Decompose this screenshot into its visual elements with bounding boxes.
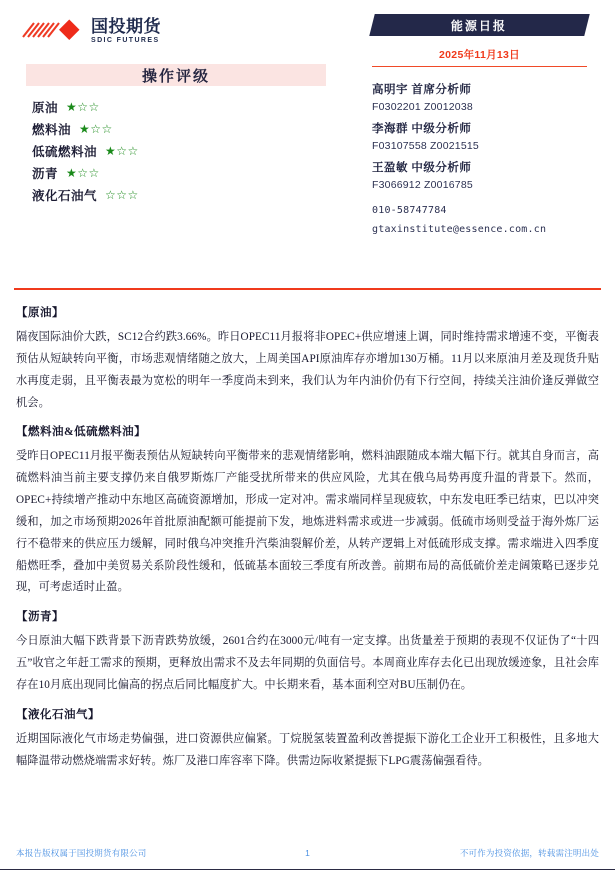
section-title: 【液化石油气】 <box>16 708 100 721</box>
analyst-name: 高明宇 首席分析师 <box>372 84 472 96</box>
section-lpg <box>16 706 599 773</box>
contact-email[interactable]: gtaxinstitute@essence.com.cn <box>372 224 547 235</box>
analyst-license-code: F3066912 Z0016785 <box>372 179 473 191</box>
rating-stars: ☆☆☆ <box>105 188 139 202</box>
analyst-license-code: F03107558 Z0021515 <box>372 140 479 152</box>
section-title: 【原油】 <box>16 307 64 319</box>
header-left-column <box>14 14 344 288</box>
sdic-diamond-logo-icon <box>22 18 84 44</box>
logo-chinese-name: 国投期货 <box>91 17 161 36</box>
report-body <box>0 290 615 773</box>
section-title: 【沥青】 <box>16 611 64 624</box>
section-body: 今日原油大幅下跌背景下沥青跌势放缓，2601合约在3000元/吨有一定支撑。出货量差于预期的表现不仅证伪了“十四五”收官之年赶工需求的预期，更释放出需求不及去年同期的负面信号。本周商业库存去化已出现放缓迹象，且社会库存在10月底出现同比偏高的拐点后同比幅度扩大。中长期来看，基本面利空对BU压制仍在。 <box>16 635 599 691</box>
rating-commodity-name: 液化石油气 <box>32 189 98 203</box>
ratings-panel-title: 操作评级 <box>141 68 210 85</box>
report-header <box>0 0 615 288</box>
analyst-entry <box>372 120 601 152</box>
contact-block <box>372 205 601 235</box>
ratings-panel-header <box>26 64 326 86</box>
section-body: 近期国际液化气市场走势偏强，进口资源供应偏紧。丁烷脱氢装置盈利改善提振下游化工企业开工积极性，且多地大幅降温带动燃烧端需求好转。炼厂及港口库容率下降。供需边际收紧提振下LPG震荡偏强看待。 <box>16 732 599 767</box>
rating-row <box>32 185 344 205</box>
ratings-list <box>32 97 344 205</box>
company-logo <box>14 14 344 48</box>
rating-stars: ★☆☆ <box>66 166 100 180</box>
rating-stars: ★☆☆ <box>79 122 113 136</box>
contact-phone: 010-58747784 <box>372 205 447 216</box>
analyst-list <box>372 81 601 191</box>
section-body: 隔夜国际油价大跌，SC12合约跌3.66%。昨日OPEC11月报将非OPEC+供应增速上调，同时维持需求增速不变，平衡表预估从短缺转向平衡，市场悲观情绪随之放大，上周美国API原油库存亦增加130万桶。11月以来原油月差及现货升贴水再度走弱，且平衡表最为宽松的明年一季度尚未到来，我们认为年内油价仍有下行空间，持续关注油价逢反弹做空机会。 <box>16 331 599 409</box>
footer-copyright: 本报告版权属于国投期货有限公司 <box>16 847 147 858</box>
rating-stars: ★☆☆ <box>66 100 100 114</box>
rating-commodity-name: 低硫燃料油 <box>32 145 98 159</box>
header-right-column <box>344 14 601 288</box>
analyst-license-code: F0302201 Z0012038 <box>372 101 473 113</box>
rating-stars: ★☆☆ <box>105 144 139 158</box>
rating-row <box>32 141 344 161</box>
section-title: 【燃料油&低硫燃料油】 <box>16 426 147 439</box>
report-date: 2025年11月13日 <box>439 49 520 61</box>
report-footer <box>0 847 615 870</box>
section-asphalt <box>16 608 599 697</box>
rating-commodity-name: 沥青 <box>32 167 59 181</box>
logo-english-name: SDIC FUTURES <box>91 37 160 44</box>
rating-row <box>32 119 344 139</box>
rating-row <box>32 97 344 117</box>
rating-commodity-name: 原油 <box>32 101 59 115</box>
footer-content <box>0 847 615 865</box>
analyst-name: 李海群 中级分析师 <box>372 123 472 135</box>
section-body: 受昨日OPEC11月报平衡表预估从短缺转向平衡带来的悲观情绪影响，燃料油跟随成本端大幅下行。就其自身而言，高硫燃料油当前主要支撑仍来自俄罗斯炼厂产能受扰所带来的供应风险，尤其在俄乌局势再度升温的背景下。然而，OPEC+持续增产推动中东地区高硫资源增加，形成一定对冲。需求端同样呈现疲软，中东发电旺季已结束，巴以冲突缓和，加之市场预期2026年首批原油配额可能提前下发，地炼进料需求或进一步减弱。低硫市场则受益于海外炼厂运行不稳带来的供应压力缓解，同时俄乌冲突推升汽柴油裂解价差，从转产逻辑上对低硫形成支撑。需求端进入四季度船燃旺季，叠加中美贸易关系阶段性缓和，低硫基本面较三季度有所改善。前期布局的高低硫价差走阔策略已逐步兑现，可考虑适时止盈。 <box>16 450 599 594</box>
analyst-entry <box>372 81 601 113</box>
report-date-container <box>372 45 587 67</box>
footer-page-number: 1 <box>305 847 310 858</box>
rating-commodity-name: 燃料油 <box>32 123 72 137</box>
footer-disclaimer: 不可作为投资依据，转载需注明出处 <box>459 847 600 858</box>
analyst-entry <box>372 159 601 191</box>
report-type-banner <box>369 14 589 36</box>
report-type-label: 能源日报 <box>451 18 508 33</box>
section-fuel-oil <box>16 423 599 599</box>
rating-row <box>32 163 344 183</box>
analyst-name: 王盈敏 中级分析师 <box>372 162 472 174</box>
logo-wordmark <box>91 18 161 44</box>
section-crude-oil <box>16 304 599 414</box>
